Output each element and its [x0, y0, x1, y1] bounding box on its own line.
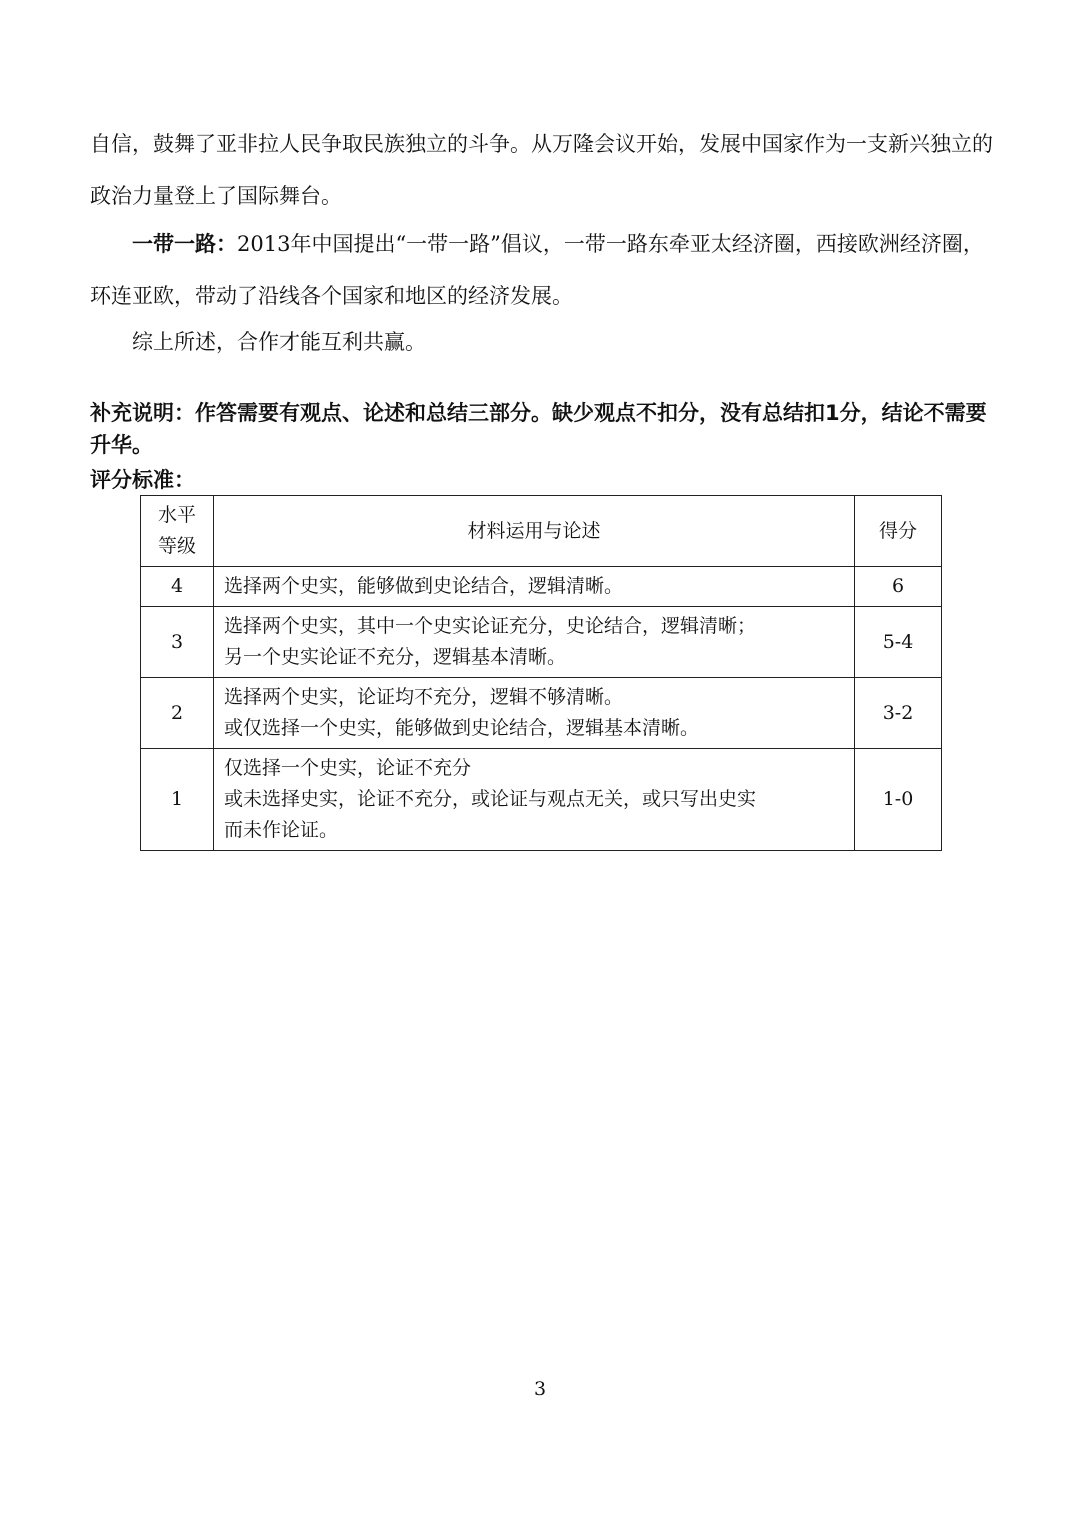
description-line: 仅选择一个史实，论证不充分: [224, 757, 472, 779]
scoring-table: [140, 495, 942, 851]
criteria-title: 评分标准：: [90, 468, 195, 492]
table-header-row: [141, 496, 942, 567]
row-level: 1: [141, 749, 214, 851]
description-line: 选择两个史实，其中一个史实论证充分，史论结合，逻辑清晰；: [224, 615, 757, 637]
page-number: 3: [533, 1378, 547, 1400]
header-score: 得分: [855, 496, 942, 567]
table-row: [141, 749, 942, 851]
paragraph-bandung: 自信，鼓舞了亚非拉人民争取民族独立的斗争。从万隆会议开始，发展中国家作为一支新兴独立的政治力量登上了国际舞台。: [90, 132, 993, 208]
description-line: 或未选择史实，论证不充分，或论证与观点无关，或只写出史实: [224, 788, 757, 810]
row-description: [214, 567, 855, 607]
description-line: 而未作论证。: [224, 819, 339, 841]
header-description: 材料运用与论述: [214, 496, 855, 567]
header-level-line1: 水平: [157, 504, 196, 526]
row-description: [214, 607, 855, 678]
row-level: 3: [141, 607, 214, 678]
row-score: 1-0: [855, 749, 942, 851]
paragraph-conclusion: 综上所述，合作才能互利共赢。: [132, 330, 426, 354]
row-score: 5-4: [855, 607, 942, 678]
description-line: 另一个史实论证不充分，逻辑基本清晰。: [224, 646, 567, 668]
row-level: 2: [141, 678, 214, 749]
header-level: [141, 496, 214, 567]
belt-road-text: 2013年中国提出“一带一路”倡议，一带一路东牵亚太经济圈，西接欧洲经济圈，环连亚欧，带动了沿线各个国家和地区的经济发展。: [90, 232, 984, 308]
supplement-note: 补充说明：作答需要有观点、论述和总结三部分。缺少观点不扣分，没有总结扣1分，结论不需要升华。: [90, 401, 987, 457]
row-level: 4: [141, 567, 214, 607]
row-score: 6: [855, 567, 942, 607]
row-score: 3-2: [855, 678, 942, 749]
row-description: [214, 678, 855, 749]
table-row: [141, 567, 942, 607]
belt-road-label: 一带一路：: [132, 231, 237, 256]
description-line: 选择两个史实，能够做到史论结合，逻辑清晰。: [224, 575, 624, 597]
header-level-line2: 等级: [157, 535, 196, 557]
table-row: [141, 678, 942, 749]
table-row: [141, 607, 942, 678]
row-description: [214, 749, 855, 851]
description-line: 或仅选择一个史实，能够做到史论结合，逻辑基本清晰。: [224, 717, 700, 739]
description-line: 选择两个史实，论证均不充分，逻辑不够清晰。: [224, 686, 624, 708]
paragraph-belt-road: [90, 218, 1000, 322]
